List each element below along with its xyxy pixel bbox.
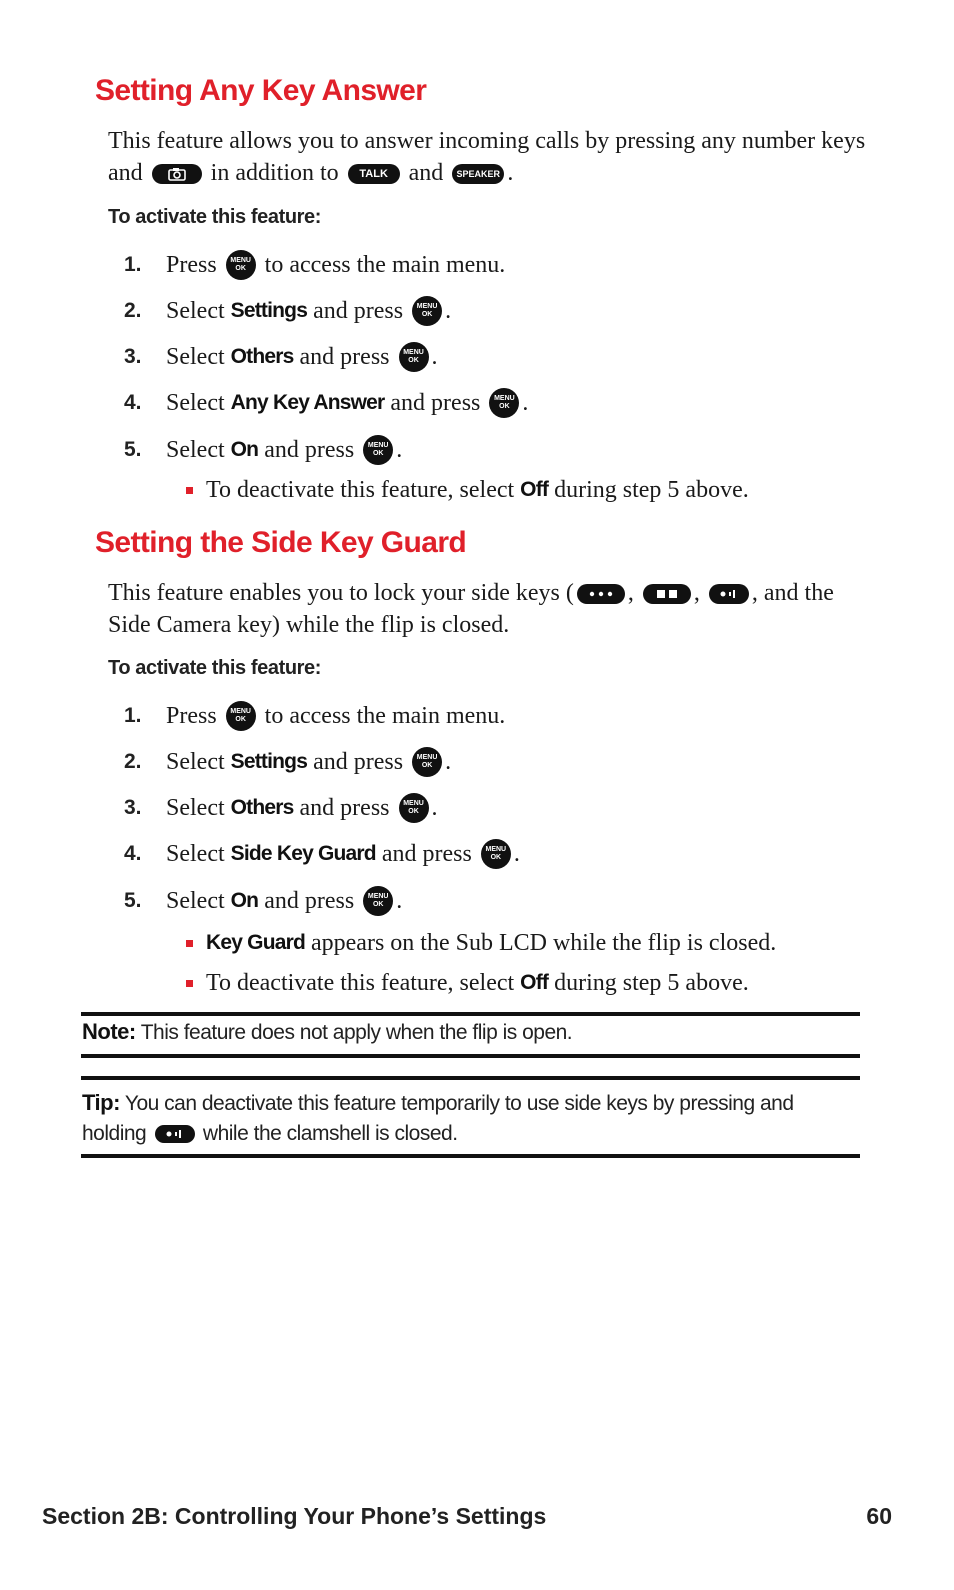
section2-step-5: 5. Select On and press MENU OK . (124, 884, 402, 918)
section1-step-2: 2. Select Settings and press MENU OK . (124, 294, 451, 328)
section1-step-5: 5. Select On and press MENU OK . (124, 433, 402, 467)
bullet-marker (186, 940, 193, 947)
side-key-voice-icon (709, 584, 749, 604)
section1-step-3: 3. Select Others and press MENU OK . (124, 340, 438, 374)
section1-subhead: To activate this feature: (108, 206, 322, 228)
speaker-key-icon: SPEAKER (452, 164, 504, 184)
menu-ok-key-icon: MENU OK (412, 747, 442, 777)
footer-section-title: Section 2B: Controlling Your Phone’s Settings (42, 1503, 547, 1529)
section2-step-4: 4. Select Side Key Guard and press MENU OK . (124, 837, 520, 871)
note-top-rule (81, 1012, 860, 1016)
menu-ok-key-icon: MENU OK (226, 701, 256, 731)
section2-intro: This feature enables you to lock your side keys ( , , , and the Side Camera key) while the flip is closed. (108, 580, 834, 638)
note-text: This feature does not apply when the flip is open. (140, 1021, 573, 1044)
section-title-side-key-guard: Setting the Side Key Guard (95, 526, 467, 559)
note-box (82, 1017, 862, 1048)
section2-bullet-2: To deactivate this feature, select Off during step 5 above. (186, 966, 749, 1000)
talk-key-icon: TALK (348, 164, 400, 184)
section2-step-2: 2. Select Settings and press MENU OK . (124, 745, 451, 779)
tip-label: Tip: (82, 1090, 120, 1115)
tip-box: Tip: You can deactivate this feature temporarily to use side keys by pressing and holding while the clamshell is closed. (82, 1090, 794, 1145)
page-number: 60 (866, 1503, 892, 1529)
section1-intro: This feature allows you to answer incoming calls by pressing any number keys and in addition to TALK and SPEAKER . (108, 128, 866, 186)
note-bottom-rule (81, 1054, 860, 1058)
section-title-any-key-answer: Setting Any Key Answer (95, 74, 427, 107)
section2-subhead: To activate this feature: (108, 657, 322, 679)
camera-key-icon (152, 164, 202, 184)
tip-top-rule (81, 1076, 860, 1080)
section2-step-1: 1. Press MENU OK to access the main menu. (124, 699, 505, 733)
menu-ok-key-icon: MENU OK (399, 793, 429, 823)
menu-ok-key-icon: MENU OK (412, 296, 442, 326)
side-key-voice-icon (155, 1125, 195, 1143)
page-footer (42, 1503, 892, 1530)
menu-ok-key-icon: MENU OK (226, 250, 256, 280)
menu-ok-key-icon: MENU OK (489, 388, 519, 418)
note-label: Note: (82, 1019, 136, 1044)
section2-step-3: 3. Select Others and press MENU OK . (124, 791, 438, 825)
section1-step-4: 4. Select Any Key Answer and press MENU OK . (124, 386, 528, 420)
menu-ok-key-icon: MENU OK (363, 435, 393, 465)
section1-bullet: To deactivate this feature, select Off during step 5 above. (186, 473, 749, 507)
bullet-marker (186, 487, 193, 494)
menu-ok-key-icon: MENU OK (399, 342, 429, 372)
bullet-marker (186, 980, 193, 987)
section1-step-1: 1. Press MENU OK to access the main menu. (124, 248, 505, 282)
tip-bottom-rule (81, 1154, 860, 1158)
menu-ok-key-icon: MENU OK (363, 886, 393, 916)
side-key-dots-icon (577, 584, 625, 604)
menu-ok-key-icon: MENU OK (481, 839, 511, 869)
side-key-volume-icon (643, 584, 691, 604)
section2-bullet-1: Key Guard appears on the Sub LCD while the flip is closed. (186, 926, 776, 960)
